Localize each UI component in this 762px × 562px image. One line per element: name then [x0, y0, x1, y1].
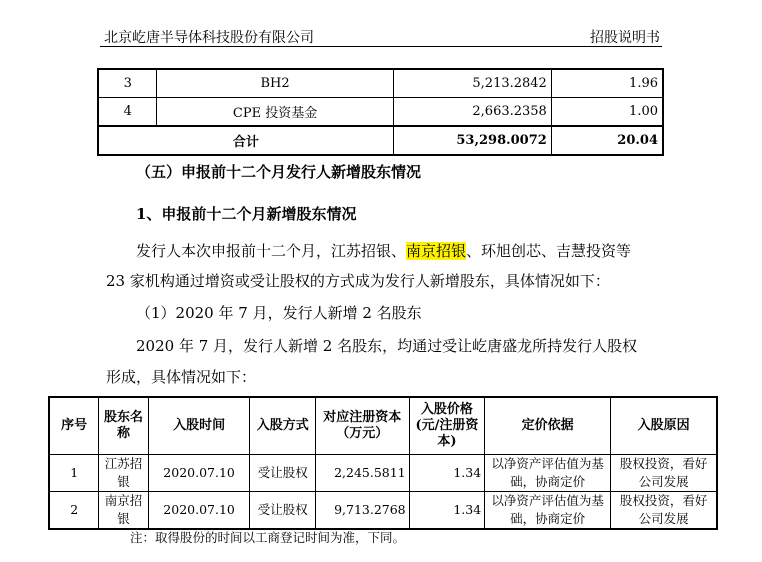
- cell-date: 2020.07.10: [148, 492, 250, 530]
- shareholder-name: CPE 投资基金: [157, 98, 393, 127]
- cell-date: 2020.07.10: [148, 455, 250, 492]
- paragraph-1-line-2: 23 家机构通过增资或受让股权的方式成为发行人新增股东，具体情况如下：: [106, 272, 610, 290]
- paragraph-1-line-1: [136, 240, 631, 261]
- cell-reason: 股权投资，看好公司发展: [611, 492, 717, 530]
- shareholder-name: BH2: [157, 69, 393, 98]
- row-number: 3: [98, 69, 157, 98]
- cell-reason: 股权投资，看好公司发展: [611, 455, 717, 492]
- share-percent: 1.00: [551, 98, 663, 127]
- col-header-basis: 定价依据: [485, 397, 611, 455]
- total-row: [98, 126, 663, 155]
- cell-method: 受让股权: [250, 455, 315, 492]
- col-header-price: 入股价格(元/注册资本): [409, 397, 485, 455]
- share-amount: 2,663.2358: [393, 98, 551, 127]
- cell-basis: 以净资产评估值为基础，协商定价: [485, 492, 611, 530]
- text-run: 发行人本次申报前十二个月，江苏招银、: [136, 242, 407, 260]
- subsection-heading: 1、申报前十二个月新增股东情况: [136, 205, 357, 223]
- table-row: [49, 455, 717, 492]
- paragraph-2: （1）2020 年 7 月，发行人新增 2 名股东: [136, 304, 422, 322]
- col-header-method: 入股方式: [250, 397, 315, 455]
- section-heading: （五）申报前十二个月发行人新增股东情况: [136, 163, 422, 181]
- table-footnote: 注：取得股份的时间以工商登记时间为准，下同。: [130, 530, 406, 545]
- paragraph-3-line-1: 2020 年 7 月，发行人新增 2 名股东，均通过受让屹唐盛龙所持发行人股权: [136, 337, 638, 355]
- col-header-capital: 对应注册资本（万元）: [315, 397, 409, 455]
- document-type: 招股说明书: [590, 30, 660, 46]
- col-header-name: 股东名称: [99, 397, 148, 455]
- row-number: 4: [98, 98, 157, 127]
- cell-capital: 9,713.2768: [315, 492, 409, 530]
- total-percent: 20.04: [551, 126, 663, 155]
- shareholder-table-top: [97, 68, 664, 156]
- total-amount: 53,298.0072: [393, 126, 551, 155]
- col-header-no: 序号: [49, 397, 99, 455]
- paragraph-3-line-2: 形成，具体情况如下：: [106, 368, 257, 386]
- page-header: [100, 24, 662, 47]
- cell-name: 南京招银: [99, 492, 148, 530]
- cell-no: 1: [49, 455, 99, 492]
- col-header-reason: 入股原因: [611, 397, 717, 455]
- table-header-row: [49, 397, 717, 455]
- cell-capital: 2,245.5811: [315, 455, 409, 492]
- cell-no: 2: [49, 492, 99, 530]
- table-row: [49, 492, 717, 530]
- table-row: [98, 98, 663, 127]
- cell-basis: 以净资产评估值为基础，协商定价: [485, 455, 611, 492]
- company-name: 北京屹唐半导体科技股份有限公司: [104, 30, 314, 46]
- share-amount: 5,213.2842: [393, 69, 551, 98]
- new-shareholder-table: [48, 396, 718, 530]
- cell-price: 1.34: [409, 455, 485, 492]
- highlighted-text: 南京招银: [406, 242, 467, 260]
- share-percent: 1.96: [551, 69, 663, 98]
- cell-name: 江苏招银: [99, 455, 148, 492]
- total-label: 合计: [98, 126, 393, 155]
- col-header-date: 入股时间: [148, 397, 250, 455]
- cell-price: 1.34: [409, 492, 485, 530]
- cell-method: 受让股权: [250, 492, 315, 530]
- table-row: [98, 69, 663, 98]
- text-run: 、环旭创芯、吉慧投资等: [466, 242, 632, 260]
